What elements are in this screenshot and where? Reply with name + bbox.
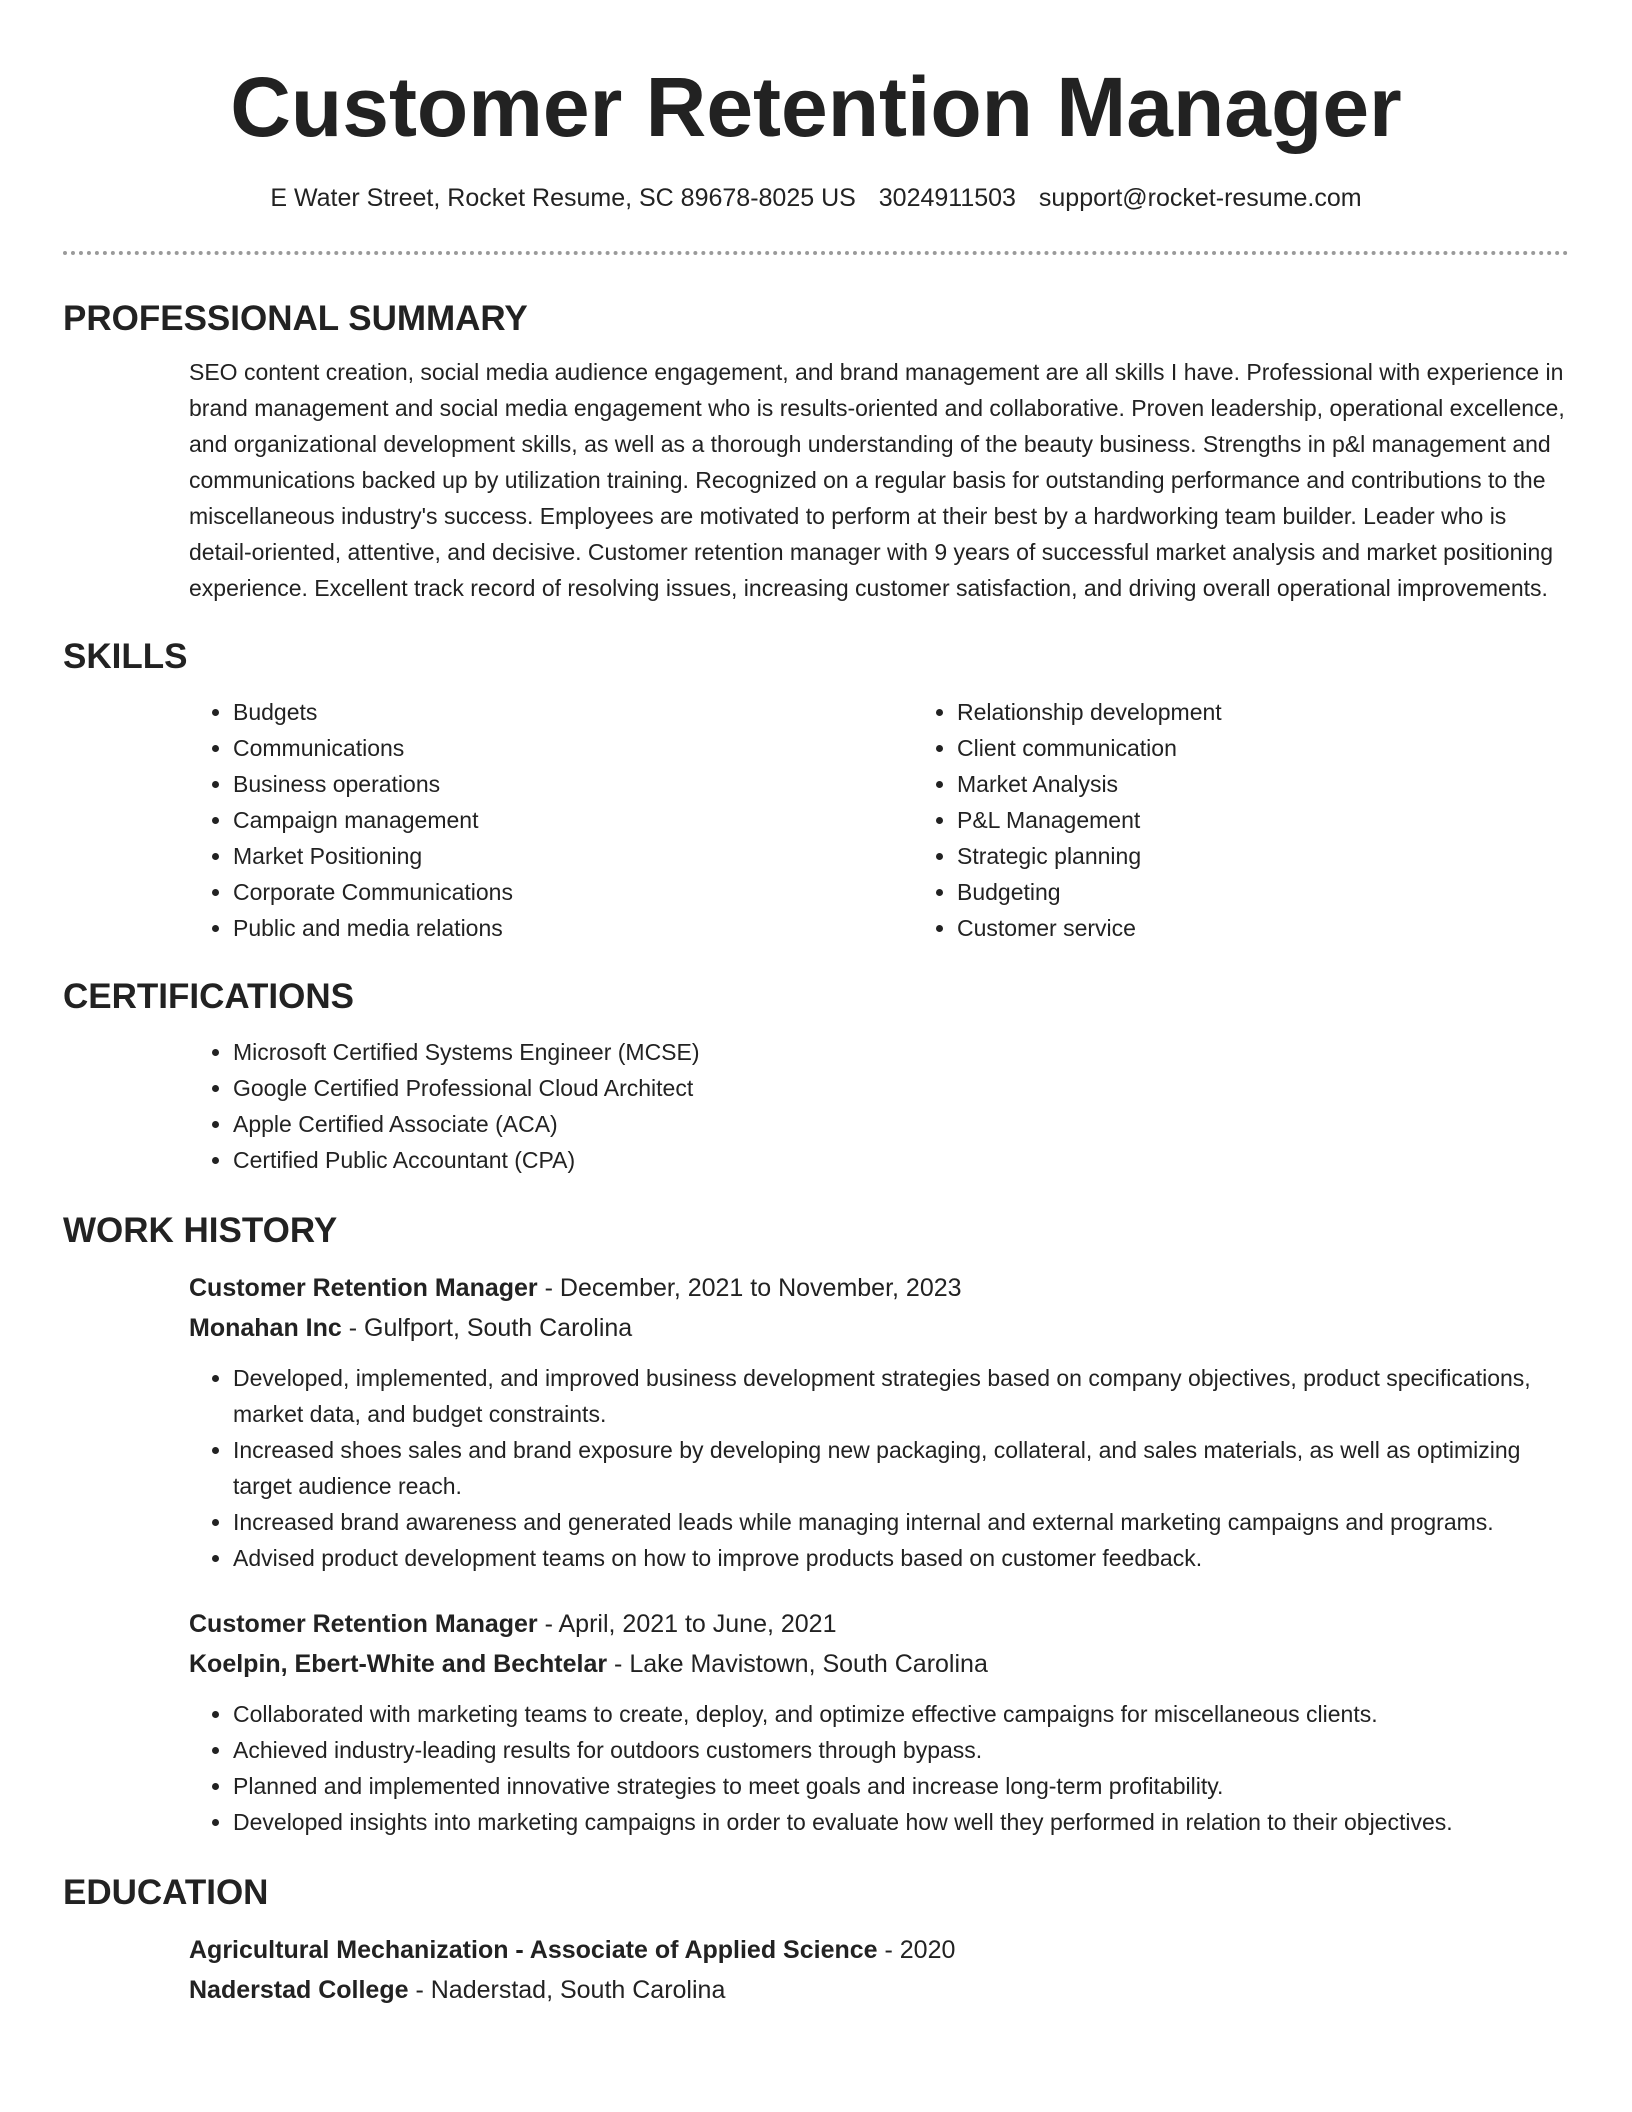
contact-address: E Water Street, Rocket Resume, SC 89678-8025 US <box>270 184 856 212</box>
skill-item: • Communications <box>233 730 913 766</box>
job-bullet: • Increased shoes sales and brand exposure by developing new packaging, collateral, and sales materials, as well as optimizing target audience reach. <box>233 1432 1569 1504</box>
summary-heading: PROFESSIONAL SUMMARY <box>63 299 528 338</box>
job-bullets <box>189 1696 1569 1840</box>
job-title-line <box>189 1268 1569 1308</box>
job-bullet: • Achieved industry-leading results for outdoors customers through bypass. <box>233 1732 1569 1768</box>
job-bullet: • Developed, implemented, and improved business development strategies based on company objectives, product specifications, market data, and budget constraints. <box>233 1360 1569 1432</box>
job-company: Koelpin, Ebert-White and Bechtelar <box>189 1650 608 1678</box>
job-company-line <box>189 1644 1569 1684</box>
school-line <box>189 1970 1569 2010</box>
skill-item: • Customer service <box>957 910 1632 946</box>
job-title-line <box>189 1604 1569 1644</box>
skill-item: • Client communication <box>957 730 1632 766</box>
job-company-line <box>189 1308 1569 1348</box>
header-divider <box>63 251 1569 255</box>
skill-item: • Market Positioning <box>233 838 913 874</box>
summary-section <box>63 296 1569 606</box>
skill-item: • Corporate Communications <box>233 874 913 910</box>
certifications-list <box>189 1034 1569 1178</box>
school: Naderstad College <box>189 1976 409 2004</box>
skills-list-left <box>189 694 913 946</box>
skills-heading: SKILLS <box>63 637 188 676</box>
skill-item: • Budgeting <box>957 874 1632 910</box>
skills-list-right <box>913 694 1632 946</box>
certifications-heading: CERTIFICATIONS <box>63 977 355 1016</box>
contact-phone: 3024911503 <box>878 184 1016 212</box>
job-bullet: • Increased brand awareness and generated leads while managing internal and external marketing campaigns and programs. <box>233 1504 1569 1540</box>
job-title: Customer Retention Manager <box>189 1274 538 1302</box>
skill-item: • Budgets <box>233 694 913 730</box>
job-entry <box>189 1604 1569 1840</box>
degree: Agricultural Mechanization - Associate of Applied Science <box>189 1936 878 1964</box>
certification-item: • Microsoft Certified Systems Engineer (MCSE) <box>233 1034 1569 1070</box>
job-location: - Lake Mavistown, South Carolina <box>607 1650 988 1678</box>
job-entry <box>189 1268 1569 1576</box>
skill-item: • Business operations <box>233 766 913 802</box>
certification-item: • Apple Certified Associate (ACA) <box>233 1106 1569 1142</box>
education-entry <box>189 1930 1569 2010</box>
resume-content <box>63 296 1569 2010</box>
job-title: Customer Retention Manager <box>189 1610 538 1638</box>
summary-text: SEO content creation, social media audience engagement, and brand management are all skills I have. Professional with experience in brand management and social media engagement who is results-oriented and collaborative. Proven leadership, operational excellence, and organizational development skills, as well as a thorough understanding of the beauty business. Strengths in p&l management and communications backed up by utilization training. Recognized on a regular basis for outstanding performance and contributions to the miscellaneous industry's success. Employees are motivated to perform at their best by a hardworking team builder. Leader who is detail-oriented, attentive, and decisive. Customer retention manager with 9 years of successful market analysis and market positioning experience. Excellent track record of resolving issues, increasing customer satisfaction, and driving overall operational improvements. <box>189 359 1565 601</box>
job-bullet: • Developed insights into marketing campaigns in order to evaluate how well they performed in relation to their objectives. <box>233 1804 1569 1840</box>
contact-email: support@rocket-resume.com <box>1038 184 1362 212</box>
certification-item: • Google Certified Professional Cloud Architect <box>233 1070 1569 1106</box>
education-heading: EDUCATION <box>63 1873 269 1912</box>
skill-item: • Campaign management <box>233 802 913 838</box>
degree-line <box>189 1930 1569 1970</box>
job-bullet: • Advised product development teams on how to improve products based on customer feedback. <box>233 1540 1569 1576</box>
skill-item: • Relationship development <box>957 694 1632 730</box>
job-bullet: • Collaborated with marketing teams to create, deploy, and optimize effective campaigns for miscellaneous clients. <box>233 1696 1569 1732</box>
job-dates: - December, 2021 to November, 2023 <box>537 1274 962 1302</box>
skill-item: • Public and media relations <box>233 910 913 946</box>
skill-item: • P&L Management <box>957 802 1632 838</box>
job-bullet: • Planned and implemented innovative strategies to meet goals and increase long-term profitability. <box>233 1768 1569 1804</box>
certification-item: • Certified Public Accountant (CPA) <box>233 1142 1569 1178</box>
work-history-heading: WORK HISTORY <box>63 1211 338 1250</box>
skills-columns <box>189 694 1569 946</box>
job-company: Monahan Inc <box>189 1314 342 1342</box>
degree-year: - 2020 <box>877 1936 956 1964</box>
skill-item: • Strategic planning <box>957 838 1632 874</box>
job-bullets <box>189 1360 1569 1576</box>
job-dates: - April, 2021 to June, 2021 <box>537 1610 837 1638</box>
skill-item: • Market Analysis <box>957 766 1632 802</box>
education-section <box>63 1870 1569 2010</box>
certifications-section <box>63 974 1569 1178</box>
resume-title: Customer Retention Manager <box>230 60 1402 154</box>
skills-section <box>63 634 1569 946</box>
contact-line <box>0 180 1632 216</box>
school-location: - Naderstad, South Carolina <box>408 1976 726 2004</box>
work-history-section <box>63 1208 1569 1840</box>
job-location: - Gulfport, South Carolina <box>341 1314 633 1342</box>
